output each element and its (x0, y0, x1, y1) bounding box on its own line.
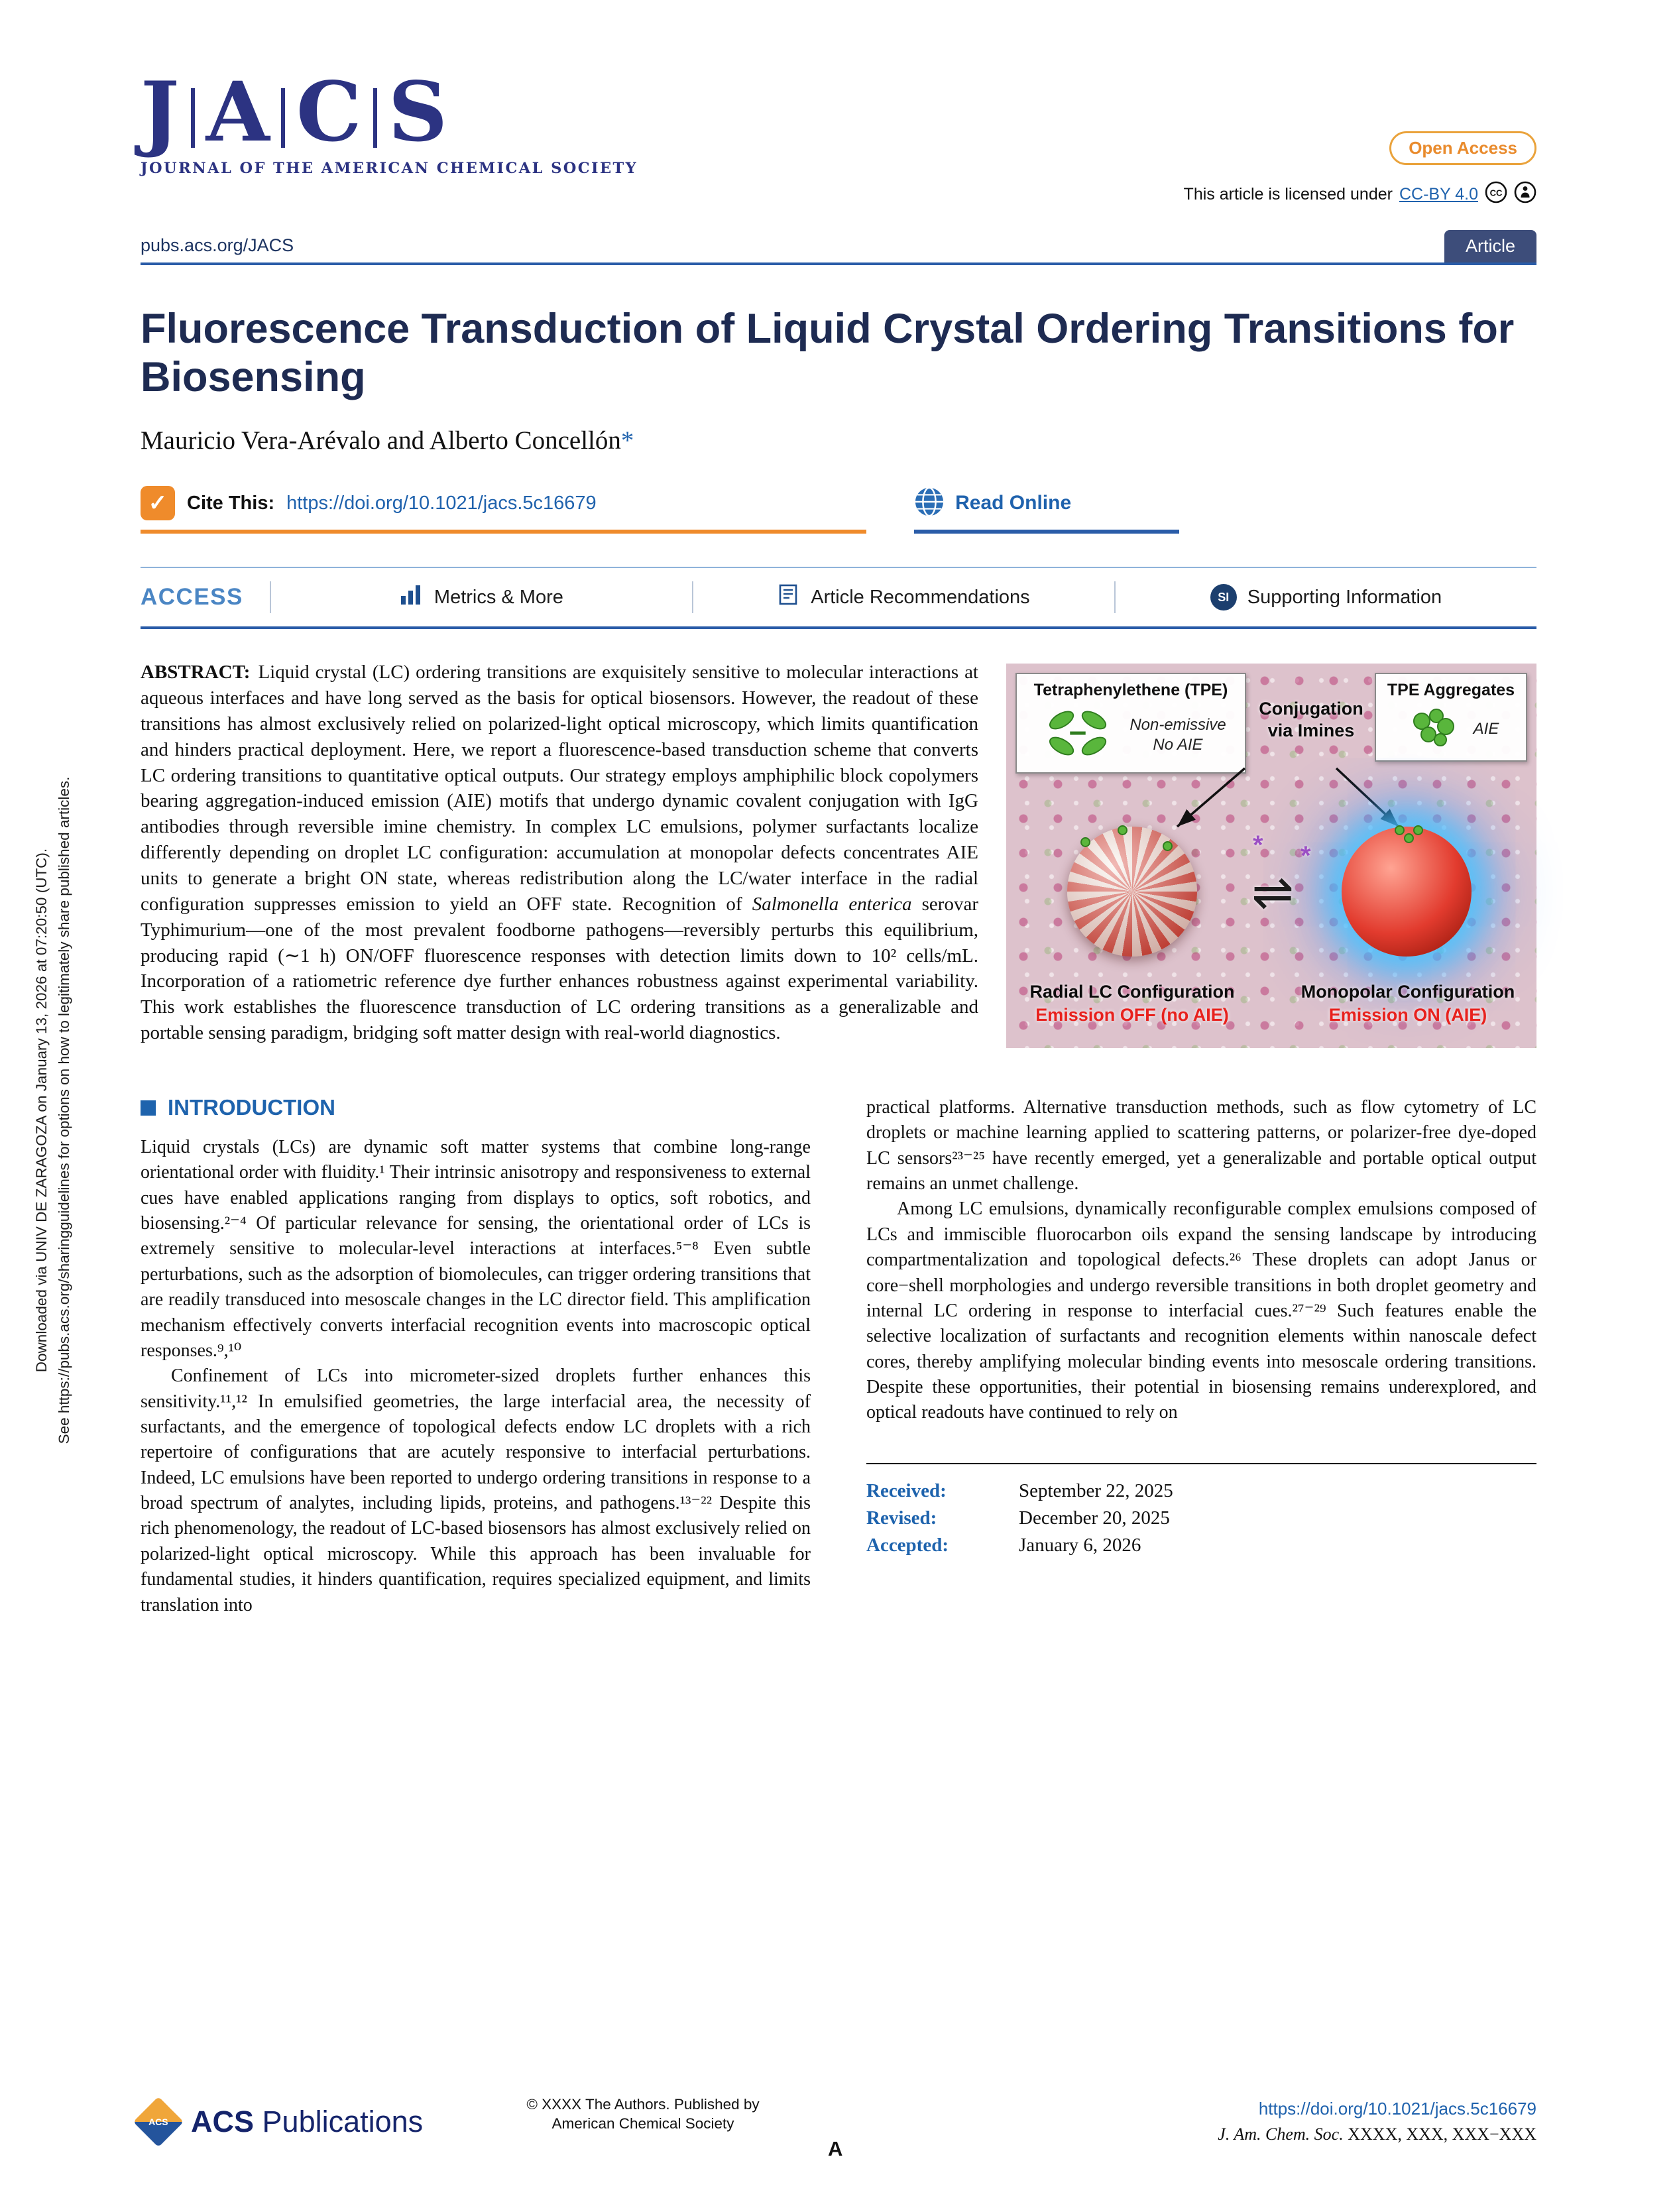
equilibrium-arrows: ⇌ (1251, 862, 1294, 922)
logo-divider (373, 88, 377, 148)
tpe-caption: Non-emissive No AIE (1129, 715, 1226, 754)
tpe-box-title: Tetraphenylethene (TPE) (1033, 681, 1228, 700)
cite-check-icon: ✓ (141, 486, 175, 520)
access-bar (141, 567, 1536, 629)
authors-line (141, 426, 1536, 455)
abstract-body: Liquid crystal (LC) ordering transitions are exquisitely sensitive to molecular interactions at aqueous interfaces and have long served as the basis for optical biosensors. However, the readout of these transitions has almost exclusively relied on polarized-light optical microscopy, which limits quantification and hinders practical deployment. Here, we report a fluorescence-based transduction scheme that converts LC ordering transitions to quantitative optical outputs. Our strategy employs amphiphilic block copolymers bearing aggregation-induced emission (AIE) motifs that undergo dynamic covalent conjugation with IgG antibodies through reversible imine chemistry. In complex LC emulsions, polymer surfactants localize differently depending on droplet LC configuration: accumulation at monopolar defects concentrates AIE units to generate a bright ON state, whereas redistribution along the LC/water interface in the radial configuration suppresses emission to yield an OFF state. Recognition of Salmonella enterica serovar Typhimurium—one of the most prevalent foodborne pathogens—reversibly perturbs this equilibrium, producing rapid (∼1 h) ON/OFF fluorescence responses with detection limits down to 10² cells/mL. Incorporation of a ratiometric reference dye further enhances robustness against experimental variability. This work establishes the fluorescence transduction of LC ordering transitions as a generalizable and portable sensing paradigm, bridging soft matter design with real-world diagnostics. (141, 662, 978, 1044)
journal-url-link[interactable]: pubs.acs.org/JACS (141, 235, 294, 255)
logo-letter-s: S (388, 64, 448, 160)
revised-date: December 20, 2025 (1019, 1507, 1170, 1529)
cc-by-icon (1514, 181, 1536, 208)
bar-chart-icon (400, 583, 424, 611)
acs-publications-logo[interactable] (141, 2104, 423, 2140)
tpe-box (1015, 673, 1246, 774)
logo-letter-a: A (205, 64, 270, 160)
aggregates-box (1375, 673, 1527, 762)
download-notice-line2: See https://pubs.acs.org/sharingguidelines for options on how to legitimately share published articles. (55, 776, 72, 1444)
introduction-heading-label: INTRODUCTION (168, 1095, 335, 1120)
section-square-icon (141, 1100, 156, 1116)
footer-doi-link[interactable]: https://doi.org/10.1021/jacs.5c16679 (1258, 2099, 1536, 2119)
received-row (866, 1480, 1536, 1502)
abstract-section (141, 660, 1536, 1046)
page-content (141, 0, 1536, 1618)
left-column (141, 1095, 811, 1618)
intro-paragraph: Among LC emulsions, dynamically reconfigurable complex emulsions composed of LCs and immiscible fluorocarbon oils expand the sensing landscape by introducing compartmentalization and topological defects.²⁶ These droplets can adopt Janus or core−shell morphologies and undergo reversible transitions in both droplet geometry and internal LC ordering in response to interfacial cues.²⁷⁻²⁹ Such features enable the selective localization of surfactants and recognition elements within nanoscale defect cores, thereby amplifying molecular binding events into mesoscale ordering transitions. Despite these opportunities, their potential in biosensing remains underexplored, and optical readouts have continued to rely on (866, 1198, 1536, 1423)
right-column (866, 1095, 1536, 1618)
intro-paragraph: Confinement of LCs into micrometer-sized droplets further enhances this sensitivity.¹¹,¹² In emulsified geometries, the large interfacial area, the necessity of surfactants, and the emergence of topological defects endow LC droplets with a rich repertoire of configurations that are acutely responsive to interfacial perturbations. Indeed, LC emulsions have been reported to undergo ordering transitions in response to a broad spectrum of analytes, including lipids, proteins, and pathogens.¹³⁻²² Despite this rich phenomenology, the readout of LC-based biosensors has almost exclusively relied on polarized-light optical microscopy. While this approach has been invaluable for fundamental studies, it hinders quantification, requires specialized equipment, and limits translation into (141, 1366, 811, 1615)
revised-row (866, 1507, 1536, 1529)
aie-label: AIE (1473, 719, 1499, 738)
accepted-date: January 6, 2026 (1019, 1534, 1141, 1556)
logo-letter-j: J (141, 64, 180, 160)
abstract-label: ABSTRACT: (141, 662, 251, 683)
globe-icon (914, 487, 945, 520)
cite-bar (141, 486, 1536, 534)
article-type-badge: Article (1444, 230, 1536, 262)
header-band (141, 230, 1536, 265)
body-columns (141, 1095, 1536, 1618)
license-text: This article is licensed under (1183, 185, 1393, 204)
logo-divider (191, 88, 195, 148)
cite-this-label: Cite This: (187, 492, 275, 514)
accepted-label: Accepted: (866, 1534, 949, 1556)
antibody-decoration: * (1253, 831, 1263, 860)
jacs-logo[interactable] (141, 64, 638, 177)
radial-label: Radial LC Configuration Emission OFF (no AIE) (1029, 982, 1235, 1025)
received-date: September 22, 2025 (1019, 1480, 1173, 1501)
download-notice-line1: Downloaded via UNIV DE ZARAGOZA on January 13, 2026 at 07:20:50 (UTC). (33, 848, 50, 1373)
corresponding-author-link[interactable]: * (620, 426, 634, 455)
metrics-label: Metrics & More (434, 586, 563, 608)
si-icon: SI (1210, 584, 1237, 611)
download-notice (30, 663, 76, 1558)
read-online-link[interactable]: Read Online (955, 492, 1072, 514)
recommendations-label: Article Recommendations (811, 586, 1030, 608)
revised-label: Revised: (866, 1507, 937, 1529)
logo-divider (281, 88, 285, 148)
supporting-info-link[interactable] (1116, 584, 1536, 611)
read-online-block[interactable] (914, 486, 1179, 534)
cite-this-block (141, 486, 866, 534)
access-link[interactable]: ACCESS (141, 584, 243, 611)
license-link[interactable]: CC-BY 4.0 (1399, 185, 1478, 204)
intro-paragraph: Liquid crystals (LCs) are dynamic soft matter systems that combine long-range orientational order with fluidity.¹ Their intrinsic anisotropy and responsiveness to external cues have enabled applications ranging from displays to optics, soft robotics, and biosensing.²⁻⁴ Of particular relevance for sensing, the orientational order of LCs is extremely sensitive to molecular-level interactions at interfaces.⁵⁻⁸ Even subtle perturbations, such as the adsorption of biomolecules, can trigger ordering transitions that are readily transduced into mesoscale changes in the LC director field. This amplification mechanism effectively converts interfacial recognition events into macroscopic optical responses.⁹,¹⁰ (141, 1137, 811, 1361)
dates-block (866, 1463, 1536, 1556)
open-access-badge: Open Access (1389, 131, 1536, 165)
recommendations-link[interactable] (693, 583, 1114, 611)
cc-icon (1485, 181, 1507, 208)
author-names: Mauricio Vera-Arévalo and Alberto Concellón (141, 426, 621, 455)
conjugation-label: Conjugation via Imines (1259, 699, 1363, 740)
intro-paragraph: practical platforms. Alternative transduction methods, such as flow cytometry of LC droplets or machine learning applied to scattering patterns, or polarizer-free dye-doped LC sensors²³⁻²⁵ have recently emerged, yet a generalizable and portable optical output remains an unmet challenge. (866, 1097, 1536, 1194)
received-label: Received: (866, 1480, 947, 1501)
header-right (1184, 131, 1536, 208)
accepted-row (866, 1535, 1536, 1556)
article-title: Fluorescence Transduction of Liquid Crystal Ordering Transitions for Biosensing (141, 306, 1515, 401)
doi-link[interactable]: https://doi.org/10.1021/jacs.5c16679 (286, 492, 597, 514)
footer-journal-citation: J. Am. Chem. Soc. XXXX, XXX, XXX−XXX (1218, 2125, 1536, 2144)
antibody-decoration: * (1301, 841, 1311, 871)
metrics-link[interactable] (271, 583, 692, 611)
license-line (1184, 181, 1536, 208)
tpe-molecule-icon (1035, 704, 1120, 766)
abstract-graphic (1006, 664, 1536, 1048)
monopolar-label: Monopolar Configuration Emission ON (AIE) (1301, 982, 1515, 1025)
page-number: A (828, 2137, 843, 2160)
acs-diamond-icon: ACS (133, 2097, 184, 2147)
document-icon (778, 583, 800, 611)
acs-publications-text: ACS Publications (191, 2105, 424, 2138)
aggregates-box-title: TPE Aggregates (1387, 681, 1515, 700)
svg-text:CC: CC (1489, 188, 1503, 198)
copyright-notice: © XXXX The Authors. Published by American Chemical Society (526, 2096, 760, 2132)
journal-name: JOURNAL OF THE AMERICAN CHEMICAL SOCIETY (141, 159, 638, 177)
supporting-info-label: Supporting Information (1247, 586, 1442, 608)
aggregates-icon (1403, 704, 1464, 754)
jacs-logo-letters (141, 64, 638, 160)
footer-citation (1218, 2099, 1536, 2144)
logo-letter-c: C (296, 64, 362, 160)
journal-header (141, 0, 1536, 265)
monopolar-droplet (1342, 827, 1472, 957)
introduction-heading (141, 1095, 811, 1120)
